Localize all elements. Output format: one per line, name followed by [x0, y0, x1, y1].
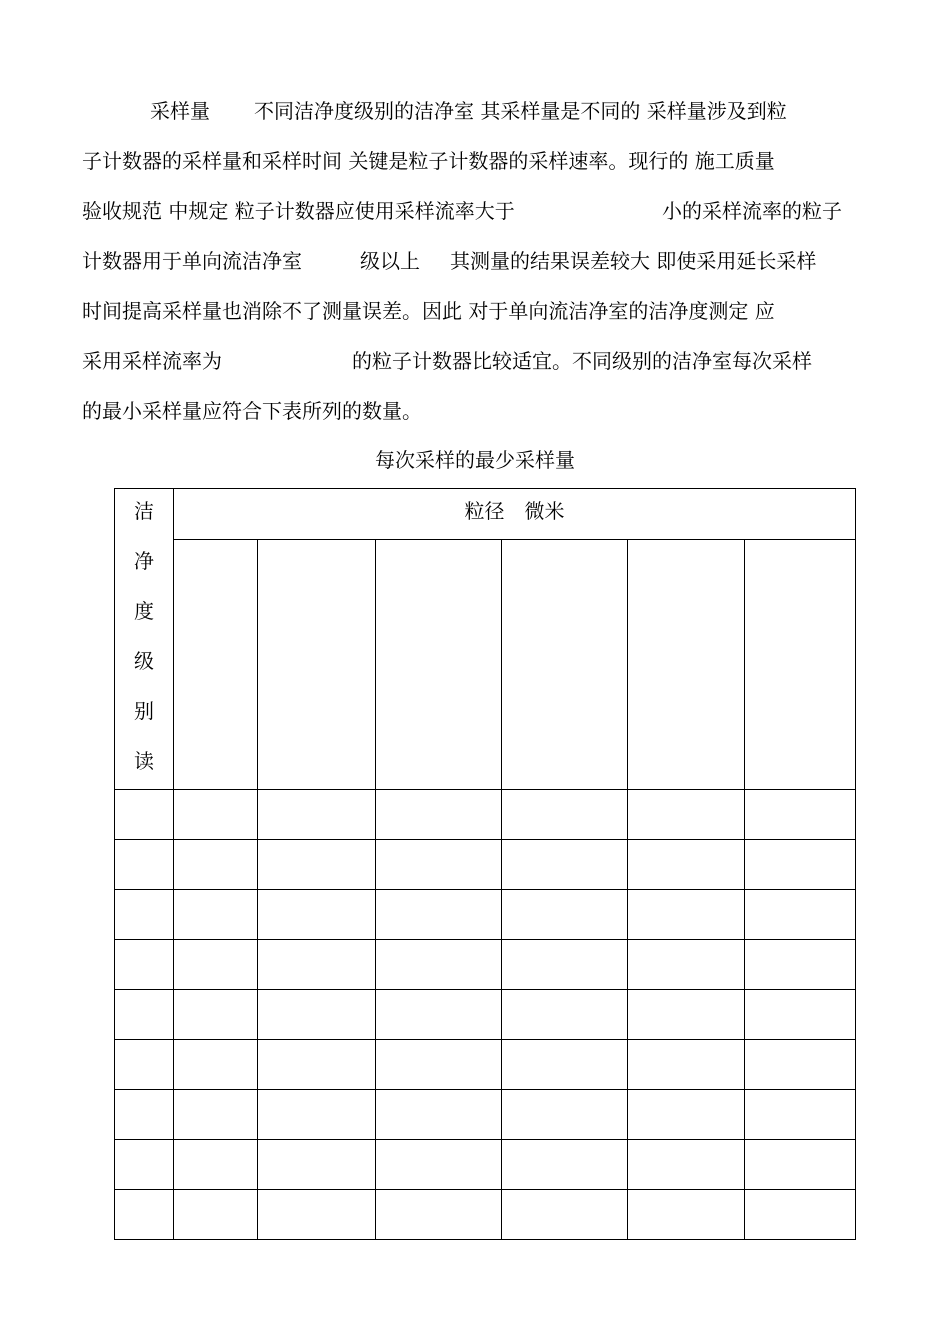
table-cell [745, 840, 856, 890]
table-cell [502, 1190, 628, 1240]
table-cell [745, 790, 856, 840]
table-cell [258, 940, 376, 990]
paragraph-fragment: 其测量的结果误差较大 即使采用延长采样 [450, 249, 817, 273]
table-cell [628, 840, 745, 890]
table-cell [502, 1090, 628, 1140]
table-cell [174, 890, 258, 940]
class-header-char: 净 [134, 549, 154, 573]
table-cell [258, 1040, 376, 1090]
table-cell [745, 940, 856, 990]
table-cell [502, 890, 628, 940]
paragraph-fragment: 的最小采样量应符合下表所列的数量。 [82, 399, 422, 423]
table-cell [376, 1190, 502, 1240]
table-cell [628, 990, 745, 1040]
sampling-table [114, 488, 856, 1240]
table-cell [376, 790, 502, 840]
paragraph-line [82, 394, 422, 428]
table-cell [502, 940, 628, 990]
table-cell [258, 1140, 376, 1190]
paragraph-line [82, 244, 817, 278]
table-row [115, 1040, 856, 1090]
table-cell [502, 790, 628, 840]
paragraph-fragment: 时间提高采样量也消除不了测量误差。因此 对于单向流洁净室的洁净度测定 应 [82, 299, 775, 323]
paragraph-line [82, 144, 775, 178]
table-cell [115, 790, 174, 840]
table-cell [115, 840, 174, 890]
table-cell [745, 990, 856, 1040]
table-cell [115, 990, 174, 1040]
table-cell [628, 1040, 745, 1090]
table-row [115, 1090, 856, 1140]
table-cell [376, 1040, 502, 1090]
paragraph-fragment: 的粒子计数器比较适宜。不同级别的洁净室每次采样 [352, 349, 812, 373]
table-cell [174, 990, 258, 1040]
table-cell [258, 890, 376, 940]
table-cell [502, 1040, 628, 1090]
table-header-row [115, 489, 856, 540]
table-cell [174, 840, 258, 890]
paragraph-line [82, 294, 775, 328]
table-cell [258, 990, 376, 1040]
table-cell [745, 540, 856, 790]
table-cell [258, 790, 376, 840]
table-cell [502, 1140, 628, 1190]
table-cell [628, 940, 745, 990]
table-cell [376, 890, 502, 940]
table-cell [174, 1190, 258, 1240]
table-cell [174, 790, 258, 840]
table-cell [628, 1190, 745, 1240]
table-cell [376, 940, 502, 990]
paragraph-fragment: 级以上 [360, 249, 420, 273]
table-cell [115, 940, 174, 990]
table-cell [745, 1040, 856, 1090]
table-cell [745, 890, 856, 940]
table-cell [115, 1090, 174, 1140]
table-row [115, 990, 856, 1040]
table-cell [174, 1140, 258, 1190]
table-cell [376, 1090, 502, 1140]
table-cell [174, 1040, 258, 1090]
table-subheader-row [115, 540, 856, 790]
table-caption: 每次采样的最少采样量 [375, 448, 575, 472]
paragraph-fragment: 计数器用于单向流洁净室 [82, 249, 302, 273]
paragraph-fragment: 子计数器的采样量和采样时间 关键是粒子计数器的采样速率。现行的 施工质量 [82, 149, 775, 173]
table-cell [628, 540, 745, 790]
table-cell [745, 1190, 856, 1240]
table-cell [502, 540, 628, 790]
table-cell [115, 1190, 174, 1240]
particle-size-header: 粒径 微米 [174, 489, 856, 540]
paragraph-fragment: 验收规范 中规定 粒子计数器应使用采样流率大于 [82, 199, 515, 223]
paragraph-line [82, 94, 787, 128]
table-cell [376, 540, 502, 790]
table-cell [502, 840, 628, 890]
table-cell [502, 990, 628, 1040]
table-cell [376, 840, 502, 890]
table-cell [258, 840, 376, 890]
class-header-char: 度 [134, 599, 154, 623]
table-row [115, 1140, 856, 1190]
paragraph-fragment: 采用采样流率为 [82, 349, 222, 373]
table-cell [115, 1040, 174, 1090]
table-cell [628, 1140, 745, 1190]
class-header-char: 洁 [134, 499, 154, 523]
table-row [115, 840, 856, 890]
table-cell [628, 790, 745, 840]
table-cell [628, 890, 745, 940]
class-header-char: 别 [134, 699, 154, 723]
paragraph-fragment: 小的采样流率的粒子 [662, 199, 842, 223]
paragraph-line [82, 194, 842, 228]
table-cell [258, 1190, 376, 1240]
table-cell [745, 1090, 856, 1140]
class-header-cell [115, 489, 174, 790]
class-header-char: 级 [134, 649, 154, 673]
table-row [115, 890, 856, 940]
table-cell [115, 1140, 174, 1190]
table-row [115, 1190, 856, 1240]
class-header-char: 读 [134, 749, 154, 773]
table-cell [376, 990, 502, 1040]
table-cell [174, 1090, 258, 1140]
table-cell [628, 1090, 745, 1140]
table-cell [174, 940, 258, 990]
table-cell [258, 540, 376, 790]
table-cell [258, 1090, 376, 1140]
table-cell [174, 540, 258, 790]
paragraph-line [82, 344, 812, 378]
table-row [115, 940, 856, 990]
paragraph-fragment: 采样量 [150, 99, 210, 123]
table-cell [376, 1140, 502, 1190]
table-row [115, 790, 856, 840]
paragraph-fragment: 不同洁净度级别的洁净室 其采样量是不同的 采样量涉及到粒 [254, 99, 787, 123]
table-cell [745, 1140, 856, 1190]
table-cell [115, 890, 174, 940]
